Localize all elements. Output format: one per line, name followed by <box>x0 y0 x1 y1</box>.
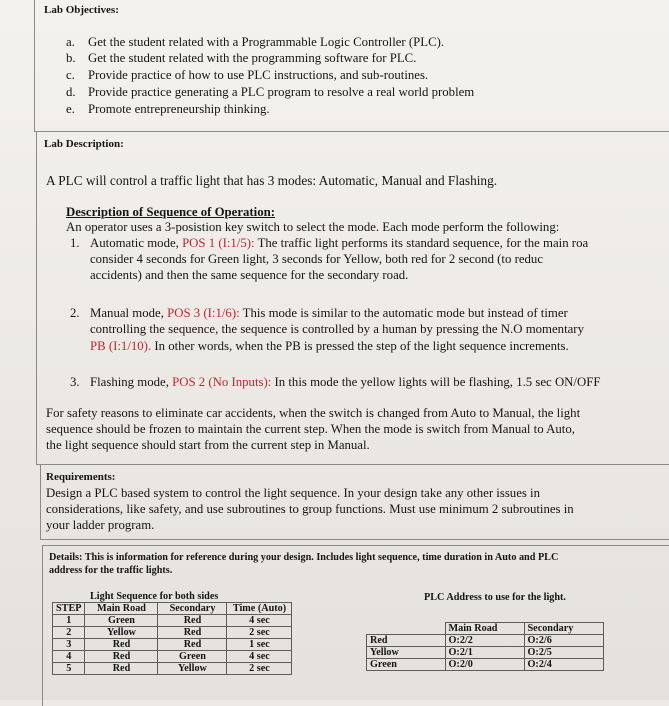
mode1-pos: POS 1 (I:1/5): <box>182 236 255 250</box>
details-line-1: Details: This is information for reference during your design. Includes light sequence, time duration in Auto and PLC <box>49 552 559 563</box>
mode2-pb: PB (I:1/10). <box>90 339 152 353</box>
table-cell: Red <box>367 635 446 647</box>
objective-item-a <box>66 35 444 51</box>
safety-line-3: the light sequence should start from the current step in Manual. <box>46 438 370 452</box>
mode2-text: This mode is similar to the automatic mode but instead of timer <box>242 306 568 320</box>
objective-item-c <box>66 68 428 84</box>
table-cell: Red <box>158 615 227 627</box>
table-cell: O:2/2 <box>445 635 524 647</box>
table-cell: Red <box>158 639 227 651</box>
objective-text: Get the student related with the programming software for PLC. <box>88 51 417 65</box>
table-header-cell <box>367 623 446 635</box>
table-cell: Yellow <box>158 663 227 675</box>
sequence-heading: Description of Sequence of Operation: <box>66 205 275 219</box>
table-row <box>53 663 292 675</box>
table-cell: Yellow <box>85 627 158 639</box>
mode2-pos: POS 3 (I:1/6): <box>167 306 240 320</box>
table-header-cell: Main Road <box>445 623 524 635</box>
sequence-intro: An operator uses a 3-posistion key switch to select the mode. Each mode perform the following: <box>66 220 560 234</box>
mode1-line2: consider 4 seconds for Green light, 3 seconds for Yellow, both red for 2 second (to reduc <box>90 252 543 266</box>
mode2-line2: controlling the sequence, the sequence is controlled by a human by pressing the N.O momentary <box>90 322 584 336</box>
requirements-heading: Requirements: <box>46 471 116 483</box>
mode3-marker: 3. <box>70 375 80 389</box>
table-row <box>367 647 604 659</box>
table-header-row <box>53 603 292 615</box>
table-cell: O:2/1 <box>445 647 524 659</box>
objectives-heading: Lab Objectives: <box>44 4 119 16</box>
mode1-label: Automatic mode, <box>90 236 179 250</box>
objective-marker: c. <box>66 68 75 82</box>
table-cell: 4 <box>53 651 85 663</box>
table-cell: Green <box>158 651 227 663</box>
details-line-2: address for the traffic lights. <box>49 565 173 576</box>
mode3-pos: POS 2 (No Inputs): <box>172 375 272 389</box>
table-cell: 2 sec <box>227 627 292 639</box>
sequence-table-caption: Light Sequence for both sides <box>90 591 219 602</box>
requirements-line-1: Design a PLC based system to control the light sequence. In your design take any other issues in <box>46 486 541 500</box>
objective-marker: a. <box>66 35 75 49</box>
table-cell: Red <box>85 651 158 663</box>
table-header-cell: Secondary <box>524 623 603 635</box>
table-row <box>367 659 604 671</box>
table-cell: Green <box>85 615 158 627</box>
plc-address-table <box>366 622 604 671</box>
mode1-line3: accidents) and then the same sequence for the secondary road. <box>90 268 409 282</box>
objective-text: Get the student related with a Programmable Logic Controller (PLC). <box>88 35 445 49</box>
objective-marker: b. <box>66 51 76 65</box>
table-row <box>53 651 292 663</box>
table-header-cell: Time (Auto) <box>227 603 292 615</box>
table-cell: O:2/0 <box>445 659 524 671</box>
objective-item-e <box>66 102 270 118</box>
description-intro: A PLC will control a traffic light that has 3 modes: Automatic, Manual and Flashing. <box>46 173 498 188</box>
mode1-text: The traffic light performs its standard sequence, for the main roa <box>257 236 589 250</box>
mode1-marker: 1. <box>70 236 80 250</box>
table-cell: O:2/4 <box>524 659 603 671</box>
table-row <box>53 627 292 639</box>
table-cell: Yellow <box>367 647 446 659</box>
table-row <box>53 615 292 627</box>
table-cell: 5 <box>53 663 85 675</box>
mode3-label: Flashing mode, <box>90 375 169 389</box>
table-cell: O:2/5 <box>524 647 603 659</box>
table-cell: 1 sec <box>227 639 292 651</box>
objective-text: Provide practice generating a PLC program to resolve a real world problem <box>88 85 475 99</box>
mode2-label: Manual mode, <box>90 306 164 320</box>
table-cell: 2 <box>53 627 85 639</box>
table-row <box>53 639 292 651</box>
table-cell: 4 sec <box>227 615 292 627</box>
requirements-line-3: your ladder program. <box>46 518 155 532</box>
objective-item-b <box>66 51 416 67</box>
safety-line-1: For safety reasons to eliminate car accidents, when the switch is changed from Auto to Manual, the light <box>46 406 581 420</box>
table-cell: 1 <box>53 615 85 627</box>
mode2-marker: 2. <box>70 306 80 320</box>
mode2-line3 <box>90 339 569 355</box>
table-header-cell: Secondary <box>158 603 227 615</box>
objective-item-d <box>66 85 474 101</box>
mode2-text3: In other words, when the PB is pressed the step of the light sequence increments. <box>154 339 569 353</box>
requirements-line-2: considerations, like safety, and use subroutines to group functions. Must use minimum 2 subroutines in <box>46 502 574 516</box>
mode3-text: In this mode the yellow lights will be flashing, 1.5 sec ON/OFF <box>274 375 601 389</box>
safety-line-2: sequence should be frozen to maintain the current step. When the mode is switch from Manual to Auto, <box>46 422 575 436</box>
mode2-line1 <box>70 306 568 322</box>
table-cell: Red <box>85 663 158 675</box>
table-cell: O:2/6 <box>524 635 603 647</box>
table-cell: Green <box>367 659 446 671</box>
table-cell: 2 sec <box>227 663 292 675</box>
objective-text: Promote entrepreneurship thinking. <box>88 102 270 116</box>
table-cell: Red <box>85 639 158 651</box>
table-header-cell: Main Road <box>85 603 158 615</box>
table-cell: Red <box>158 627 227 639</box>
objective-marker: e. <box>66 102 75 116</box>
mode3-line <box>70 375 600 391</box>
objective-text: Provide practice of how to use PLC instructions, and sub-routines. <box>88 68 429 82</box>
light-sequence-table <box>52 602 292 675</box>
table-header-row <box>367 623 604 635</box>
description-heading: Lab Description: <box>44 138 124 150</box>
table-row <box>367 635 604 647</box>
objective-marker: d. <box>66 85 76 99</box>
address-table-caption: PLC Address to use for the light. <box>424 592 566 603</box>
table-cell: 3 <box>53 639 85 651</box>
table-header-cell: STEP <box>53 603 85 615</box>
table-cell: 4 sec <box>227 651 292 663</box>
mode1-line1 <box>70 236 588 252</box>
